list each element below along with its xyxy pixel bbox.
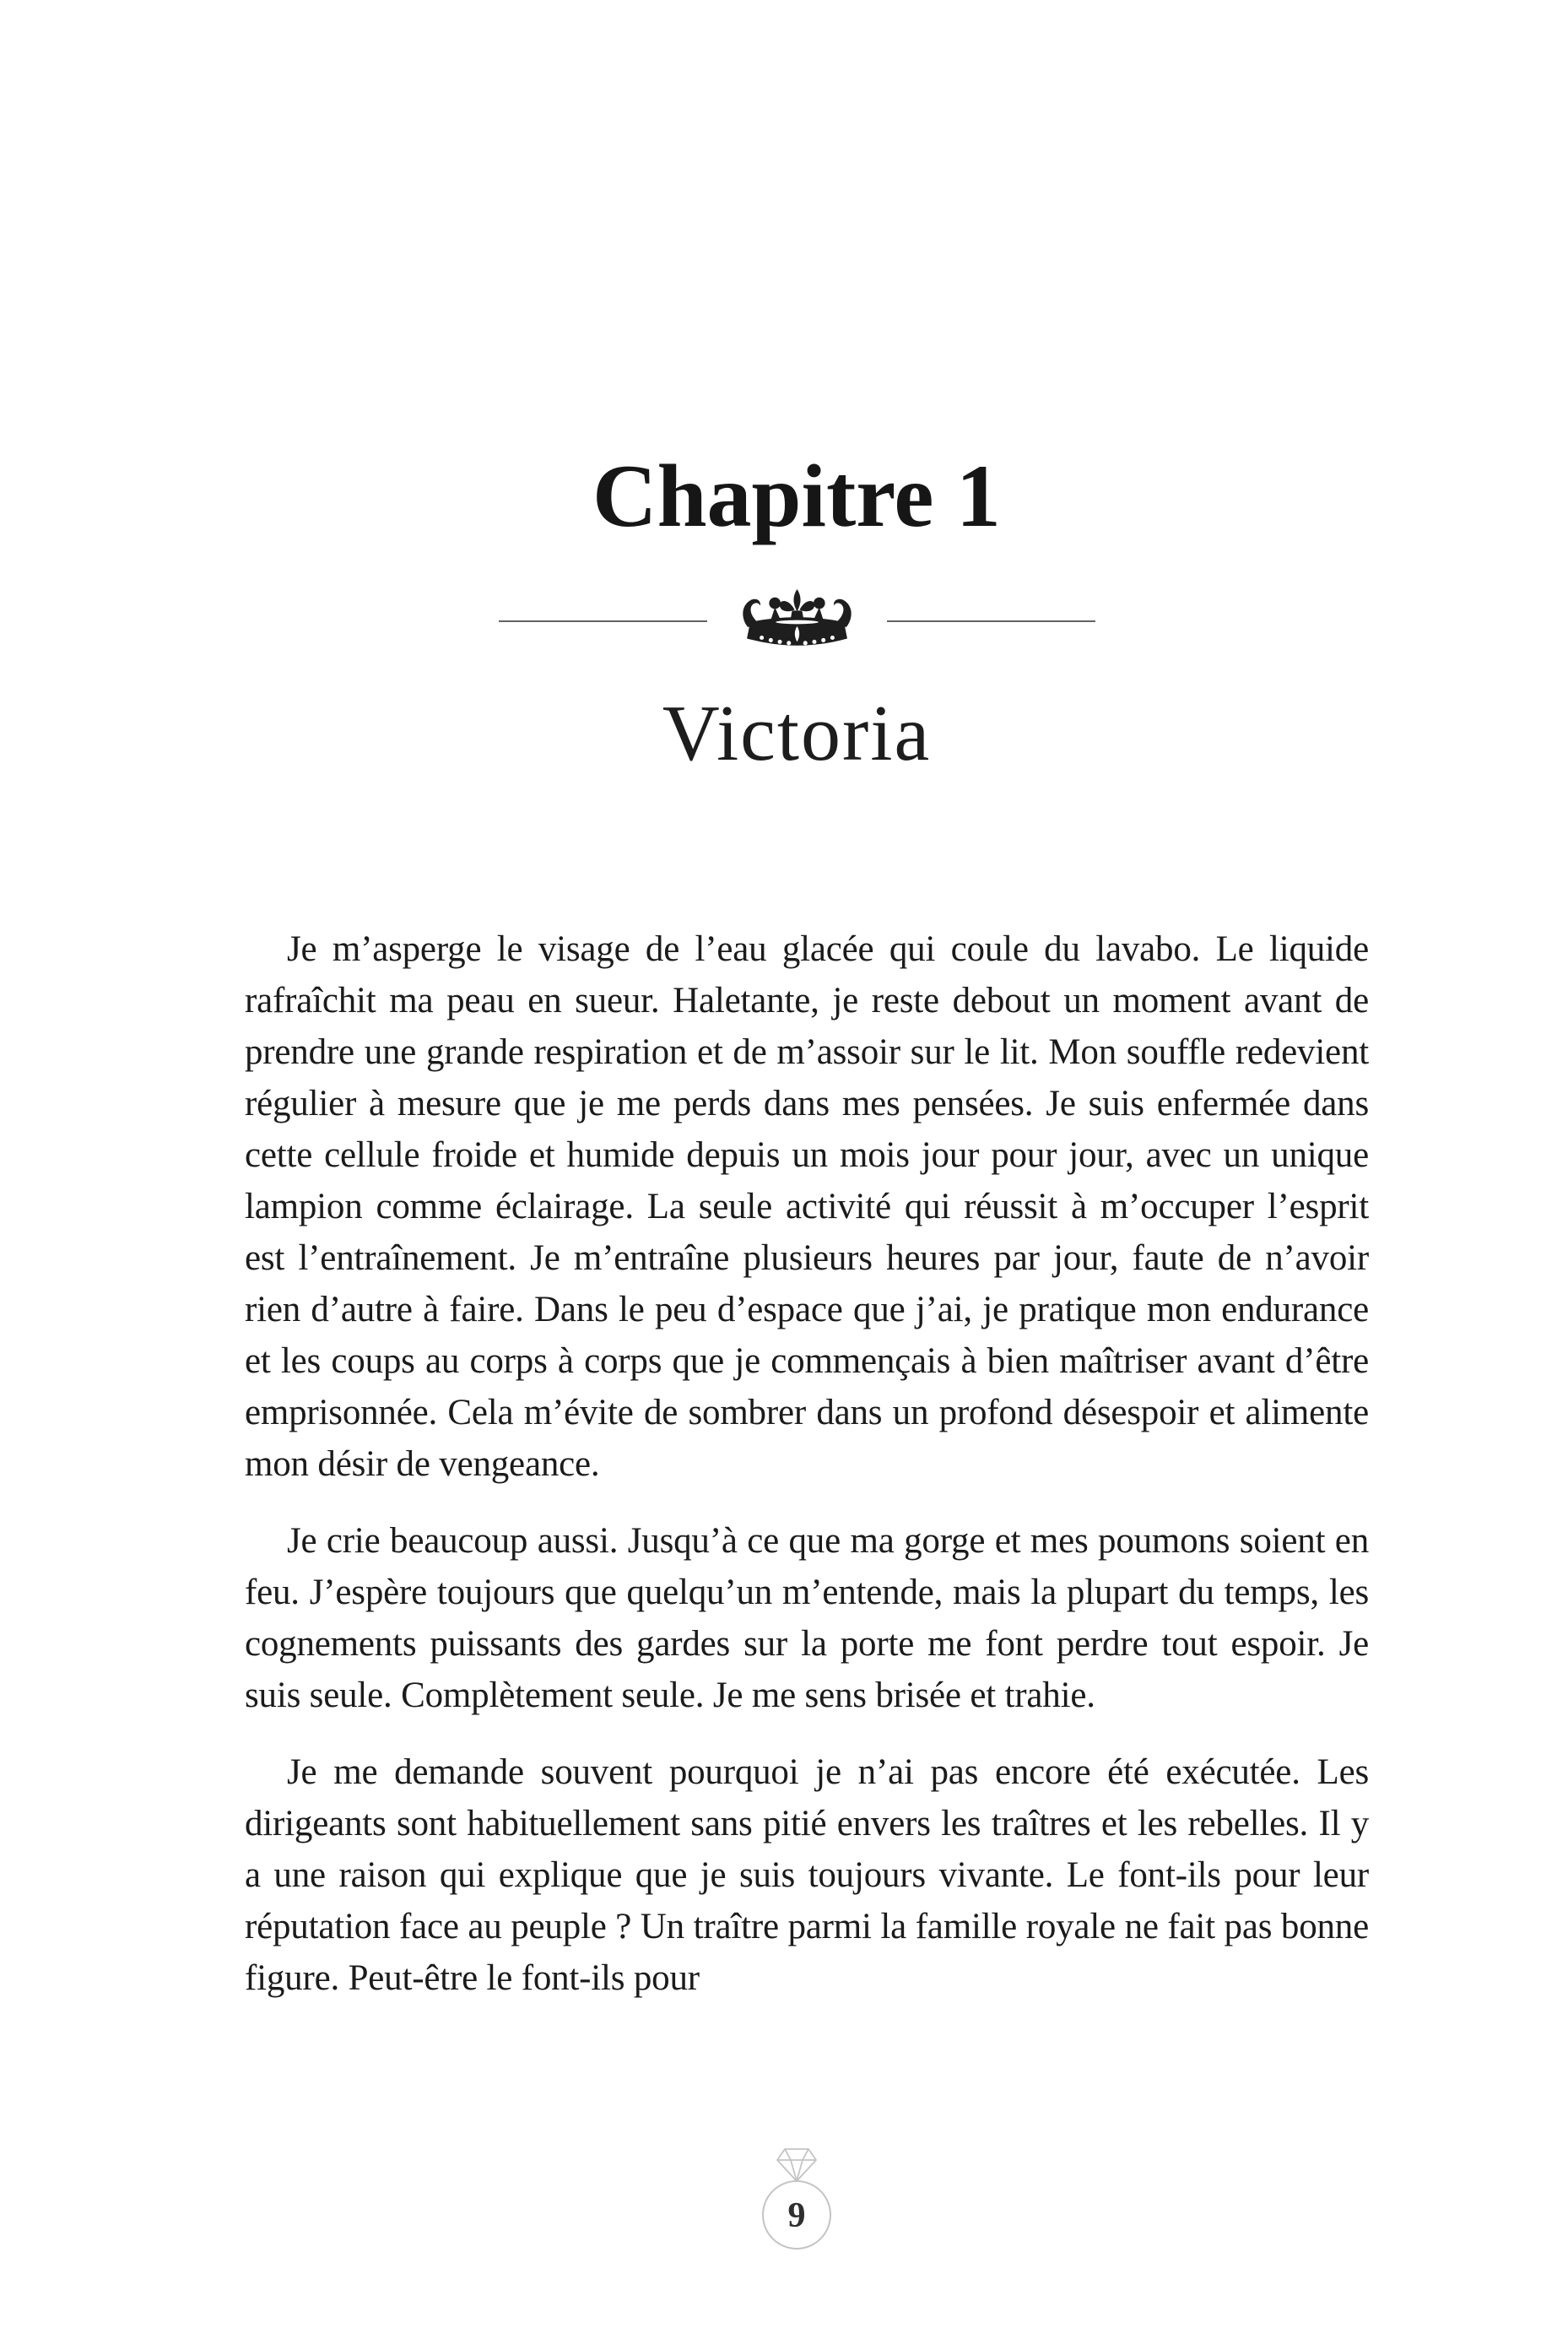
chapter-title: Chapitre 1 bbox=[592, 447, 1001, 545]
body-paragraph: Je me demande souvent pourquoi je n’ai pas encore été exécutée. Les dirigeants sont habituellement sans pitié envers les traîtres et les rebelles. Il y a une raison qui explique que je suis toujours vivante. Le font-ils pour leur réputation face au peuple ? Un traître parmi la famille royale ne fait pas bonne figure. Peut-être le font-ils pour bbox=[245, 1752, 1369, 1998]
chapter-body bbox=[245, 923, 1369, 2029]
diamond-icon bbox=[777, 2149, 816, 2181]
diamond-ring-icon bbox=[754, 2142, 839, 2252]
chapter-subtitle: Victoria bbox=[662, 690, 932, 777]
chapter-divider bbox=[235, 589, 1359, 653]
divider-line-left bbox=[499, 620, 707, 622]
body-paragraph: Je crie beaucoup aussi. Jusqu’à ce que ma gorge et mes poumons soient en feu. J’espère toujours que quelqu’un m’entende, mais la plupart du temps, les cognements puissants des gardes sur la porte me font perdre tout espoir. Je suis seule. Complètement seule. Je me sens brisée et trahie. bbox=[245, 1521, 1369, 1715]
body-paragraph: Je m’asperge le visage de l’eau glacée qui coule du lavabo. Le liquide rafraîchit ma peau en sueur. Haletante, je reste debout un moment avant de prendre une grande respiration et de m’assoir sur le lit. Mon souffle redevient régulier à mesure que je me perds dans mes pensées. Je suis enfermée dans cette cellule froide et humide depuis un mois jour pour jour, avec un unique lampion comme éclairage. La seule activité qui réussit à m’occuper l’esprit est l’entraînement. Je m’entraîne plusieurs heures par jour, faute de n’avoir rien d’autre à faire. Dans le peu d’espace que j’ai, je pratique mon endurance et les coups au corps à corps que je commençais à bien maîtriser avant d’être emprisonnée. Cela m’évite de sombrer dans un profond désespoir et alimente mon désir de vengeance. bbox=[245, 929, 1369, 1484]
divider-line-right bbox=[887, 620, 1095, 622]
page-footer bbox=[235, 2142, 1359, 2252]
page-number: 9 bbox=[787, 2196, 806, 2235]
crown-icon bbox=[739, 589, 855, 653]
